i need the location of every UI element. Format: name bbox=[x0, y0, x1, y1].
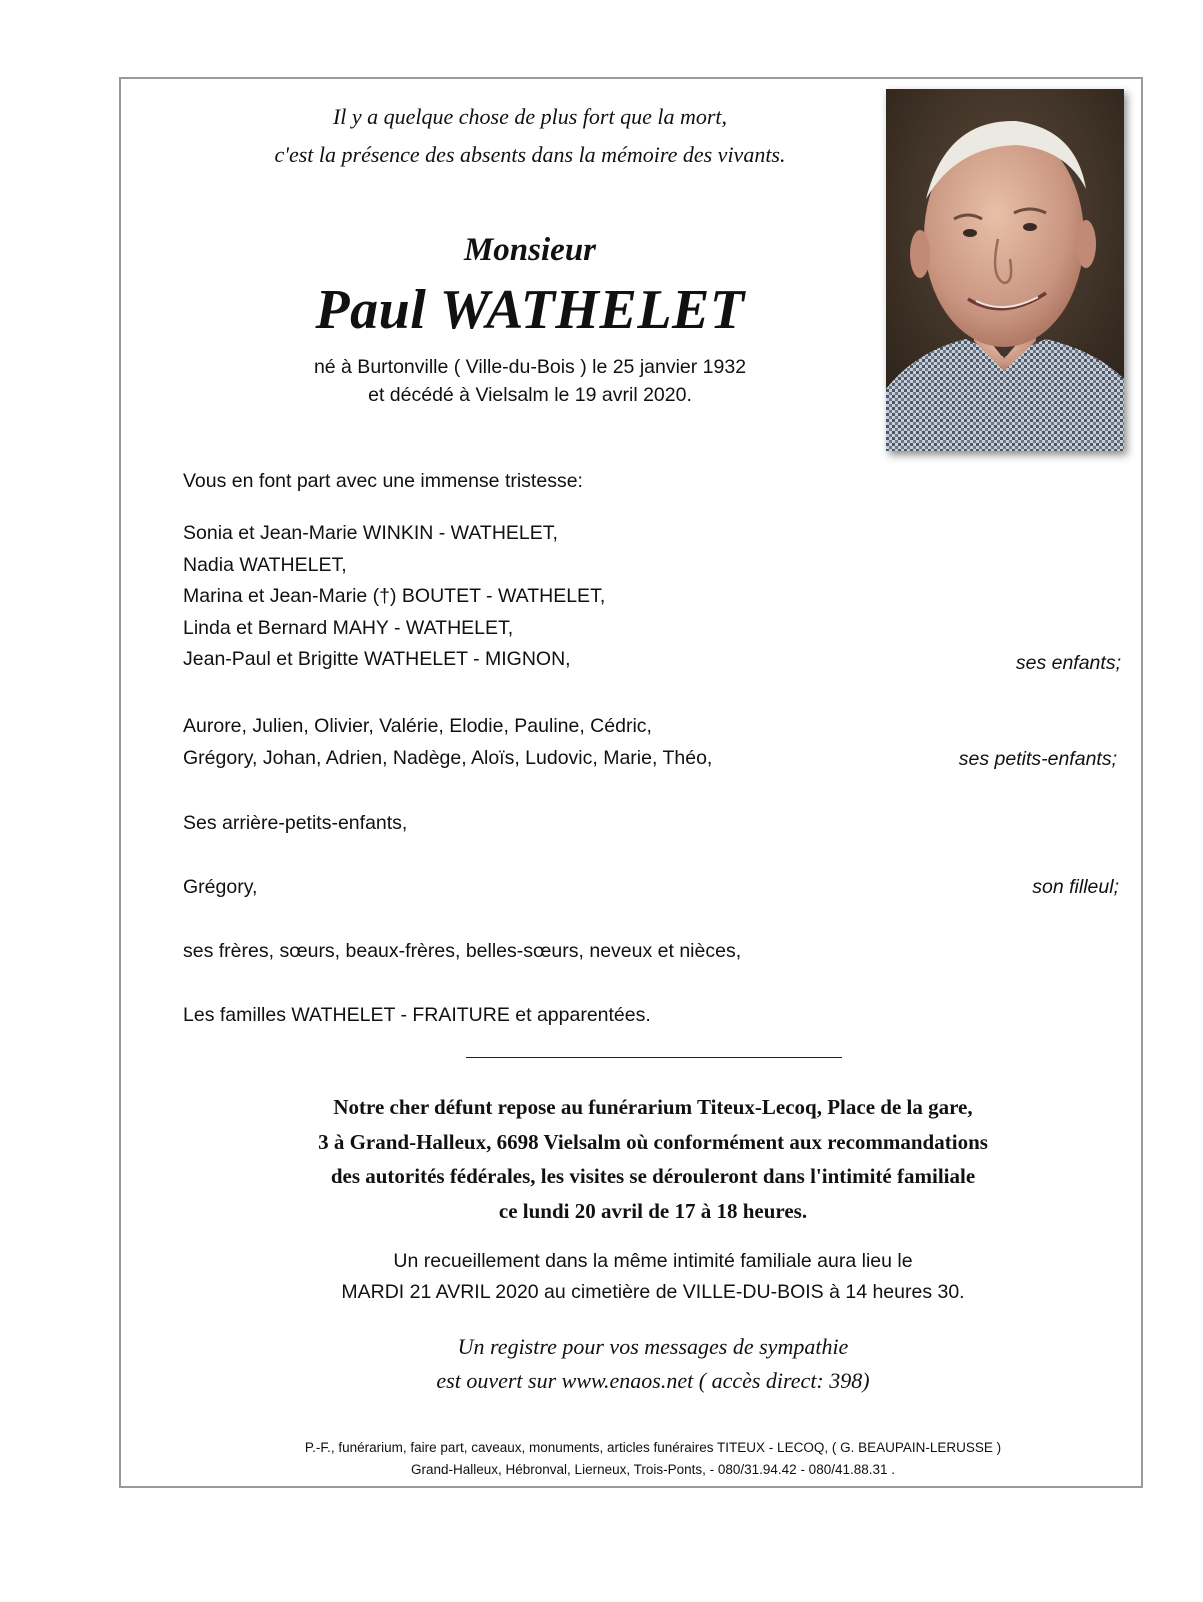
registre-line: est ouvert sur www.enaos.net ( accès direct: 398) bbox=[436, 1368, 870, 1393]
birth-line: né à Burtonville ( Ville-du-Bois ) le 25 janvier 1932 bbox=[313, 356, 747, 378]
children-label: ses enfants; bbox=[1015, 652, 1121, 674]
footer-line: Grand-Halleux, Hébronval, Lierneux, Trois-Ponts, - 080/31.94.42 - 080/41.88.31 . bbox=[410, 1462, 896, 1477]
repose-notice bbox=[200, 1090, 1106, 1228]
children-list bbox=[183, 518, 605, 676]
repose-line: ce lundi 20 avril de 17 à 18 heures. bbox=[498, 1198, 808, 1223]
grandchild-line: Aurore, Julien, Olivier, Valérie, Elodie, Pauline, Cédric, bbox=[183, 715, 652, 737]
grandchildren-list bbox=[183, 711, 712, 774]
deceased-title: Monsieur bbox=[463, 232, 597, 268]
child-line: Nadia WATHELET, bbox=[183, 553, 347, 576]
portrait-photo-icon bbox=[886, 89, 1124, 451]
death-line: et décédé à Vielsalm le 19 avril 2020. bbox=[368, 384, 692, 406]
quote-line-2: c'est la présence des absents dans la mémoire des vivants. bbox=[274, 142, 786, 167]
registre-notice bbox=[200, 1330, 1106, 1398]
repose-line: Notre cher défunt repose au funérarium Titeux-Lecoq, Place de la gare, bbox=[333, 1095, 973, 1119]
grandchild-line: Grégory, Johan, Adrien, Nadège, Aloïs, Ludovic, Marie, Théo, bbox=[183, 746, 713, 769]
grandchildren-label: ses petits-enfants; bbox=[958, 748, 1117, 770]
portrait-photo bbox=[886, 89, 1124, 451]
families-line: Les familles WATHELET - FRAITURE et apparentées. bbox=[183, 1004, 651, 1026]
recueillement-line: MARDI 21 AVRIL 2020 au cimetière de VILLE-DU-BOIS à 14 heures 30. bbox=[341, 1281, 965, 1303]
siblings-line: ses frères, sœurs, beaux-frères, belles-sœurs, neveux et nièces, bbox=[183, 940, 742, 962]
quote-line-1: Il y a quelque chose de plus fort que la mort, bbox=[332, 104, 728, 129]
birth-death-dates bbox=[180, 353, 880, 409]
registre-line: Un registre pour vos messages de sympathie bbox=[457, 1334, 849, 1359]
repose-line: des autorités fédérales, les visites se dérouleront dans l'intimité familiale bbox=[330, 1164, 976, 1188]
great-grandchildren: Ses arrière-petits-enfants, bbox=[183, 812, 408, 834]
godson-name: Grégory, bbox=[183, 876, 258, 898]
repose-line: 3 à Grand-Halleux, 6698 Vielsalm où conformément aux recommandations bbox=[318, 1129, 988, 1154]
child-line: Sonia et Jean-Marie WINKIN - WATHELET, bbox=[183, 522, 558, 544]
godson-label: son filleul; bbox=[1032, 876, 1119, 898]
child-line: Linda et Bernard MAHY - WATHELET, bbox=[183, 616, 514, 639]
footer-line: P.-F., funérarium, faire part, caveaux, monuments, articles funéraires TITEUX - LECOQ, ( G. BEAUPAIN-LERUSSE ) bbox=[304, 1440, 1002, 1455]
recueillement-line: Un recueillement dans la même intimité familiale aura lieu le bbox=[393, 1250, 913, 1272]
funeral-home-footer bbox=[200, 1437, 1106, 1481]
child-line: Marina et Jean-Marie (†) BOUTET - WATHELET, bbox=[183, 585, 606, 607]
opening-quote bbox=[170, 98, 890, 174]
recueillement-notice bbox=[200, 1246, 1106, 1308]
announcement-intro: Vous en font part avec une immense tristesse: bbox=[183, 470, 583, 492]
child-line: Jean-Paul et Brigitte WATHELET - MIGNON, bbox=[183, 648, 571, 670]
deceased-name: Paul WATHELET bbox=[315, 279, 745, 341]
divider-line bbox=[466, 1057, 842, 1058]
